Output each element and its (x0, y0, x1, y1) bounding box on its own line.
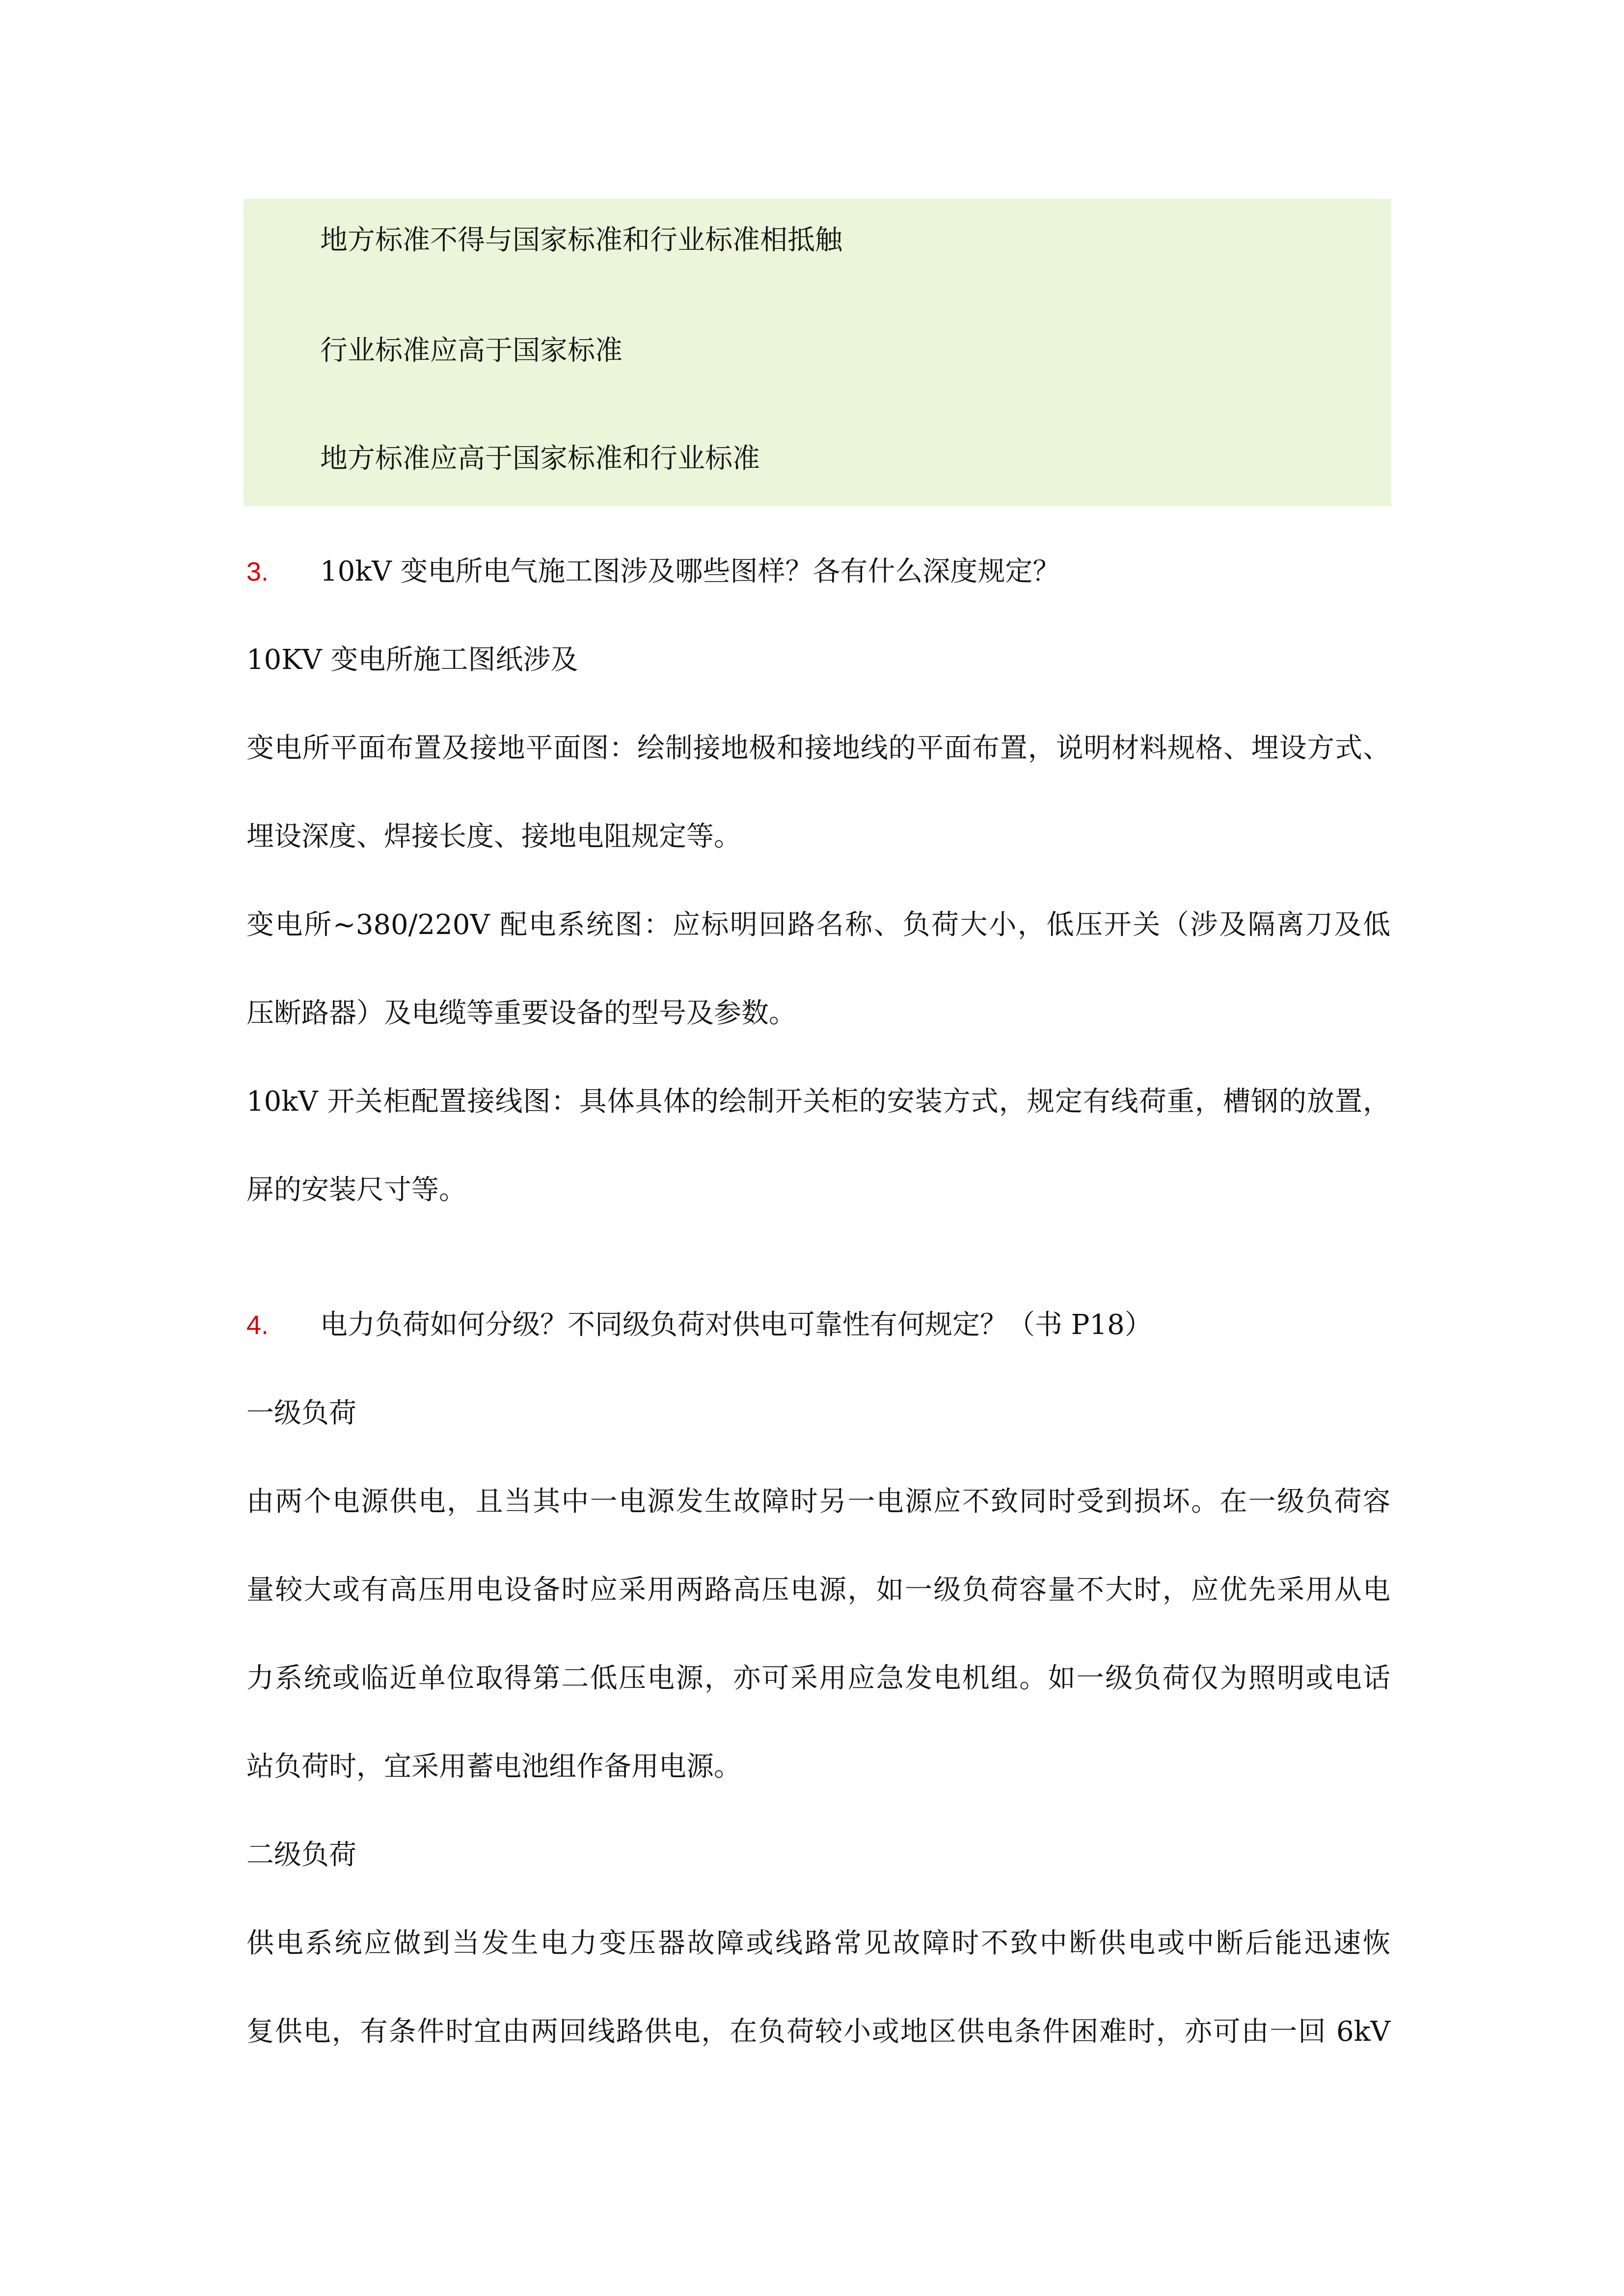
paragraph-line: 复供电，有条件时宜由两回线路供电，在负荷较小或地区供电条件困难时，亦可由一回 6kV (246, 2016, 1390, 2048)
paragraph-line: 压断路器）及电缆等重要设备的型号及参数。 (246, 997, 796, 1029)
paragraph-line: 变电所平面布置及接地平面图：绘制接地极和接地线的平面布置，说明材料规格、埋设方式、 (246, 732, 1390, 764)
question-3-number: 3. (246, 557, 269, 587)
option-2: 行业标准应高于国家标准 (320, 335, 623, 367)
question-4-text: 电力负荷如何分级？不同级负荷对供电可靠性有何规定？（书 P18） (320, 1309, 1152, 1341)
paragraph-line: 10kV 开关柜配置接线图：具体具体的绘制开关柜的安装方式，规定有线荷重，槽钢的放置， (246, 1086, 1390, 1118)
question-4-number: 4. (246, 1310, 269, 1340)
paragraph-line: 供电系统应做到当发生电力变压器故障或线路常见故障时不致中断供电或中断后能迅速恢 (246, 1927, 1390, 1959)
paragraph-line: 站负荷时，宜采用蓄电池组作备用电源。 (246, 1751, 741, 1783)
option-3: 地方标准应高于国家标准和行业标准 (320, 443, 760, 475)
paragraph-line: 力系统或临近单位取得第二低压电源，亦可采用应急发电机组。如一级负荷仅为照明或电话 (246, 1662, 1390, 1694)
paragraph-line: 量较大或有高压用电设备时应采用两路高压电源，如一级负荷容量不大时，应优先采用从电 (246, 1574, 1390, 1606)
paragraph-line: 由两个电源供电，且当其中一电源发生故障时另一电源应不致同时受到损坏。在一级负荷容 (246, 1486, 1390, 1518)
paragraph-line: 10KV 变电所施工图纸涉及 (246, 644, 578, 676)
paragraph-line: 二级负荷 (246, 1839, 356, 1871)
option-1: 地方标准不得与国家标准和行业标准相抵触 (320, 224, 842, 256)
paragraph-line: 屏的安装尺寸等。 (246, 1174, 466, 1206)
paragraph-line: 变电所~380/220V 配电系统图：应标明回路名称、负荷大小，低压开关（涉及隔离刀及低 (246, 909, 1390, 941)
question-3-text: 10kV 变电所电气施工图涉及哪些图样？各有什么深度规定？ (320, 556, 1060, 587)
paragraph-line: 埋设深度、焊接长度、接地电阻规定等。 (246, 821, 741, 853)
paragraph-line: 一级负荷 (246, 1397, 356, 1429)
